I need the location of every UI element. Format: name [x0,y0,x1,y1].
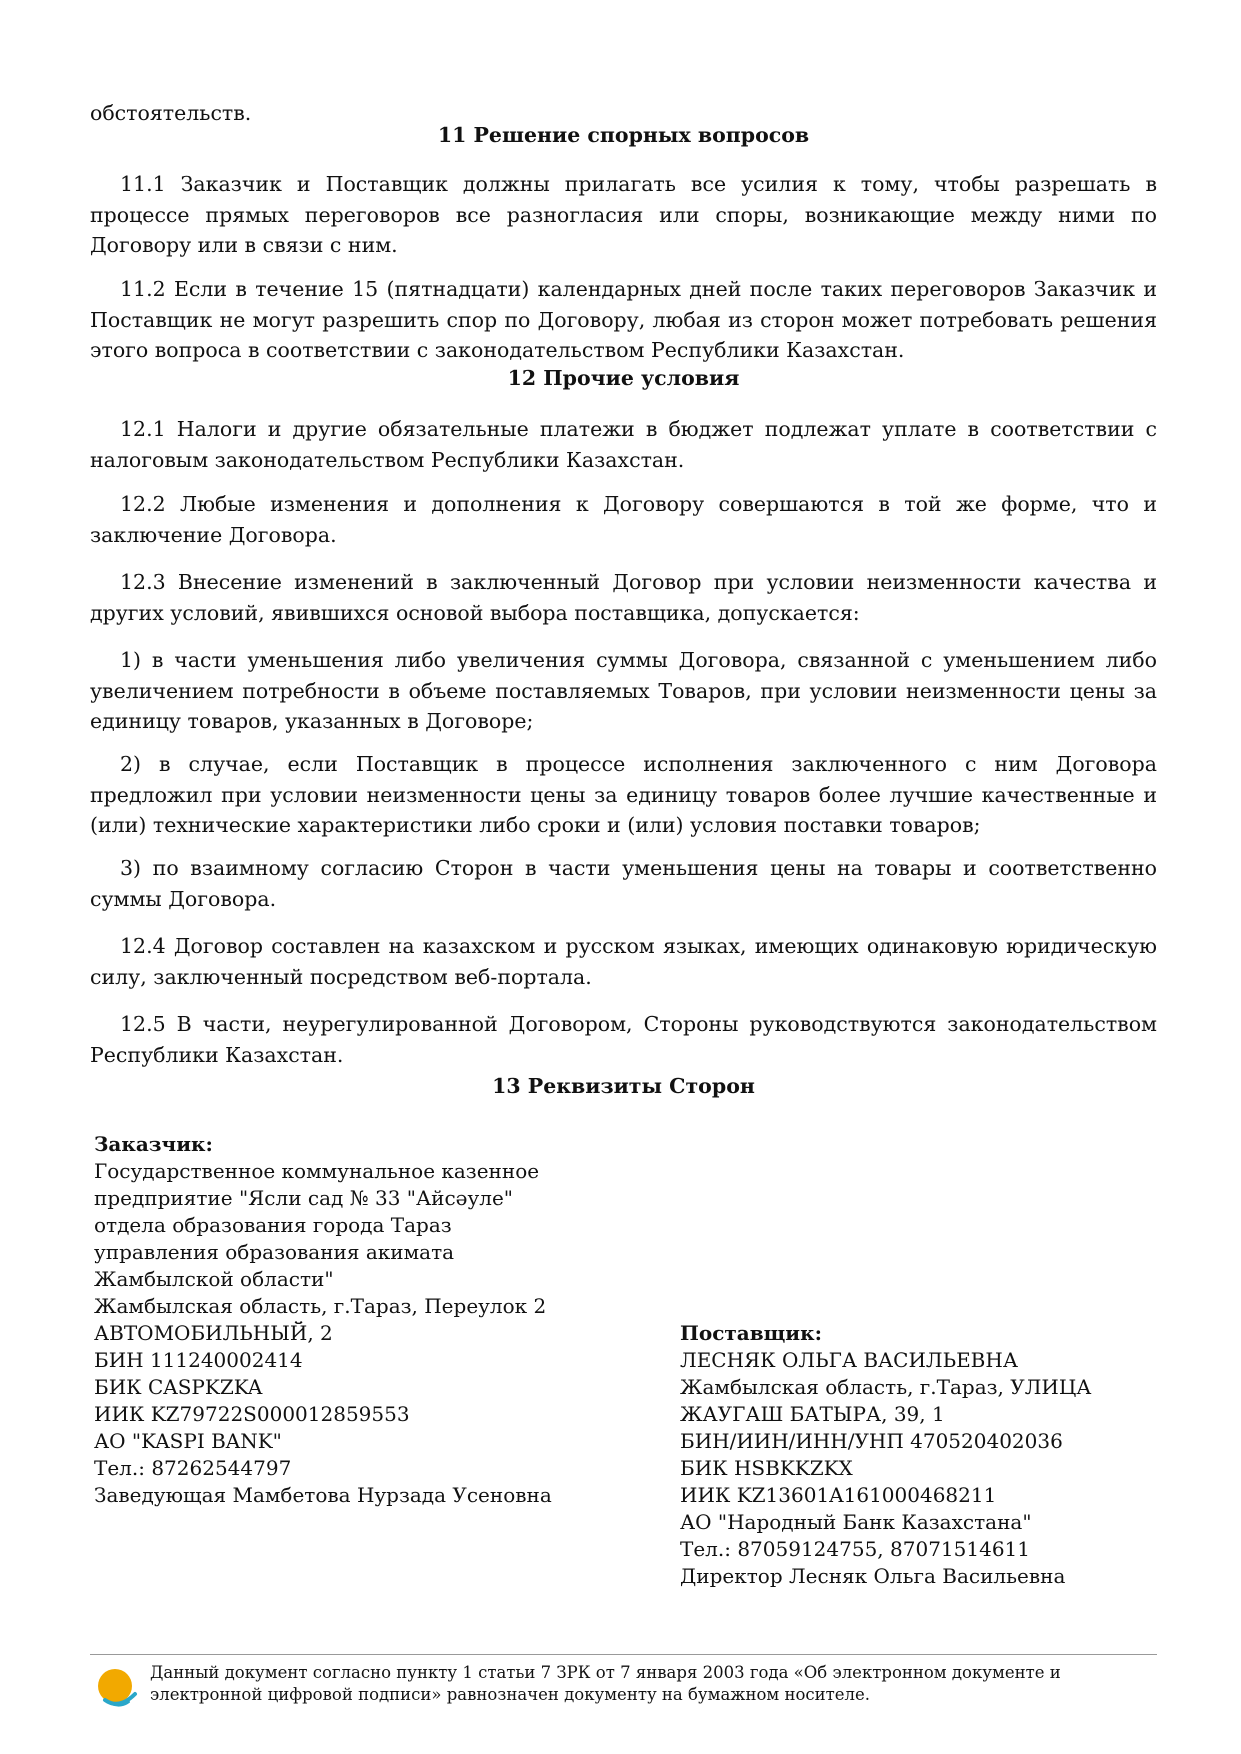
supplier-line: ИИК KZ13601A161000468211 [680,1483,997,1507]
supplier-details [680,1320,1140,1590]
supplier-line: Директор Лесняк Ольга Васильевна [680,1564,1066,1588]
continuation-text: обстоятельств. [90,101,252,125]
paragraph-11-2: 11.2 Если в течение 15 (пятнадцати) календарных дней после таких переговоров Заказчик и Поставщик не могут разрешить спор по Договору, любая из сторон может потребовать решения этого вопроса в соответствии с законодательством Республики Казахстан. [90,277,1157,362]
paragraph-12-2: 12.2 Любые изменения и дополнения к Договору совершаются в той же форме, что и заключение Договора. [90,492,1157,547]
paragraph-12-1: 12.1 Налоги и другие обязательные платежи в бюджет подлежат уплате в соответствии с налоговым законодательством Республики Казахстан. [90,417,1157,472]
customer-line: АВТОМОБИЛЬНЫЙ, 2 [94,1321,333,1345]
footer-line: Данный документ согласно пункту 1 статьи 7 ЗРК от 7 января 2003 года «Об электронном документе и [150,1663,1061,1682]
footer-legal-notice [150,1662,1150,1706]
customer-line: предприятие "Ясли сад № 33 "Айсәуле" [94,1186,514,1210]
supplier-line: ЖАУГАШ БАТЫРА, 39, 1 [680,1402,945,1426]
customer-line: Заведующая Мамбетова Нурзада Усеновна [94,1483,552,1507]
egov-logo-icon [93,1664,141,1712]
paragraph-12-4: 12.4 Договор составлен на казахском и русском языках, имеющих одинаковую юридическую силу, заключенный посредством веб-портала. [90,934,1157,989]
supplier-line: Жамбылская область, г.Тараз, УЛИЦА [680,1375,1092,1399]
customer-line: отдела образования города Тараз [94,1213,452,1237]
paragraph-12-5: 12.5 В части, неурегулированной Договором, Стороны руководствуются законодательством Республики Казахстан. [90,1012,1157,1067]
customer-line: Жамбылская область, г.Тараз, Переулок 2 [94,1294,547,1318]
customer-line: БИН 111240002414 [94,1348,303,1372]
paragraph-12-3: 12.3 Внесение изменений в заключенный Договор при условии неизменности качества и других условий, явившихся основой выбора поставщика, допускается: [90,570,1157,625]
paragraph-12-3-item-3: 3) по взаимному согласию Сторон в части уменьшения цены на товары и соответственно суммы Договора. [90,856,1157,911]
paragraph-11-1: 11.1 Заказчик и Поставщик должны прилагать все усилия к тому, чтобы разрешать в процессе прямых переговоров все разногласия или споры, возникающие между ними по Договору или в связи с ним. [90,172,1157,257]
supplier-line: ЛЕСНЯК ОЛЬГА ВАСИЛЬЕВНА [680,1348,1018,1372]
customer-title: Заказчик: [94,1132,213,1156]
paragraph-12-3-item-1: 1) в части уменьшения либо увеличения суммы Договора, связанной с уменьшением либо увеличением потребности в объеме поставляемых Товаров, при условии неизменности цены за единицу товаров, указанных в Договоре; [90,648,1157,733]
supplier-line: Тел.: 87059124755, 87071514611 [680,1537,1030,1561]
customer-details [94,1131,594,1509]
footer-line: электронной цифровой подписи» равнозначен документу на бумажном носителе. [150,1685,871,1704]
customer-line: Тел.: 87262544797 [94,1456,292,1480]
customer-line: ИИК KZ79722S000012859553 [94,1402,410,1426]
supplier-title: Поставщик: [680,1321,822,1345]
customer-line: АО "KASPI BANK" [94,1429,282,1453]
paragraph-12-3-item-2: 2) в случае, если Поставщик в процессе исполнения заключенного с ним Договора предложил при условии неизменности цены за единицу товаров более лучшие качественные и (или) технические характеристики либо сроки и (или) условия поставки товаров; [90,752,1157,837]
footer-divider [90,1654,1157,1655]
customer-line: управления образования акимата [94,1240,455,1264]
customer-line: Государственное коммунальное казенное [94,1159,540,1183]
customer-line: БИК CASPKZKA [94,1375,263,1399]
customer-line: Жамбылской области" [94,1267,334,1291]
supplier-line: БИК HSBKKZKX [680,1456,853,1480]
section-12-heading: 12 Прочие условия [507,366,740,390]
supplier-line: АО "Народный Банк Казахстана" [680,1510,1032,1534]
supplier-line: БИН/ИИН/ИНН/УНП 470520402036 [680,1429,1063,1453]
section-13-heading: 13 Реквизиты Сторон [492,1074,755,1098]
section-11-heading: 11 Решение спорных вопросов [437,123,810,147]
